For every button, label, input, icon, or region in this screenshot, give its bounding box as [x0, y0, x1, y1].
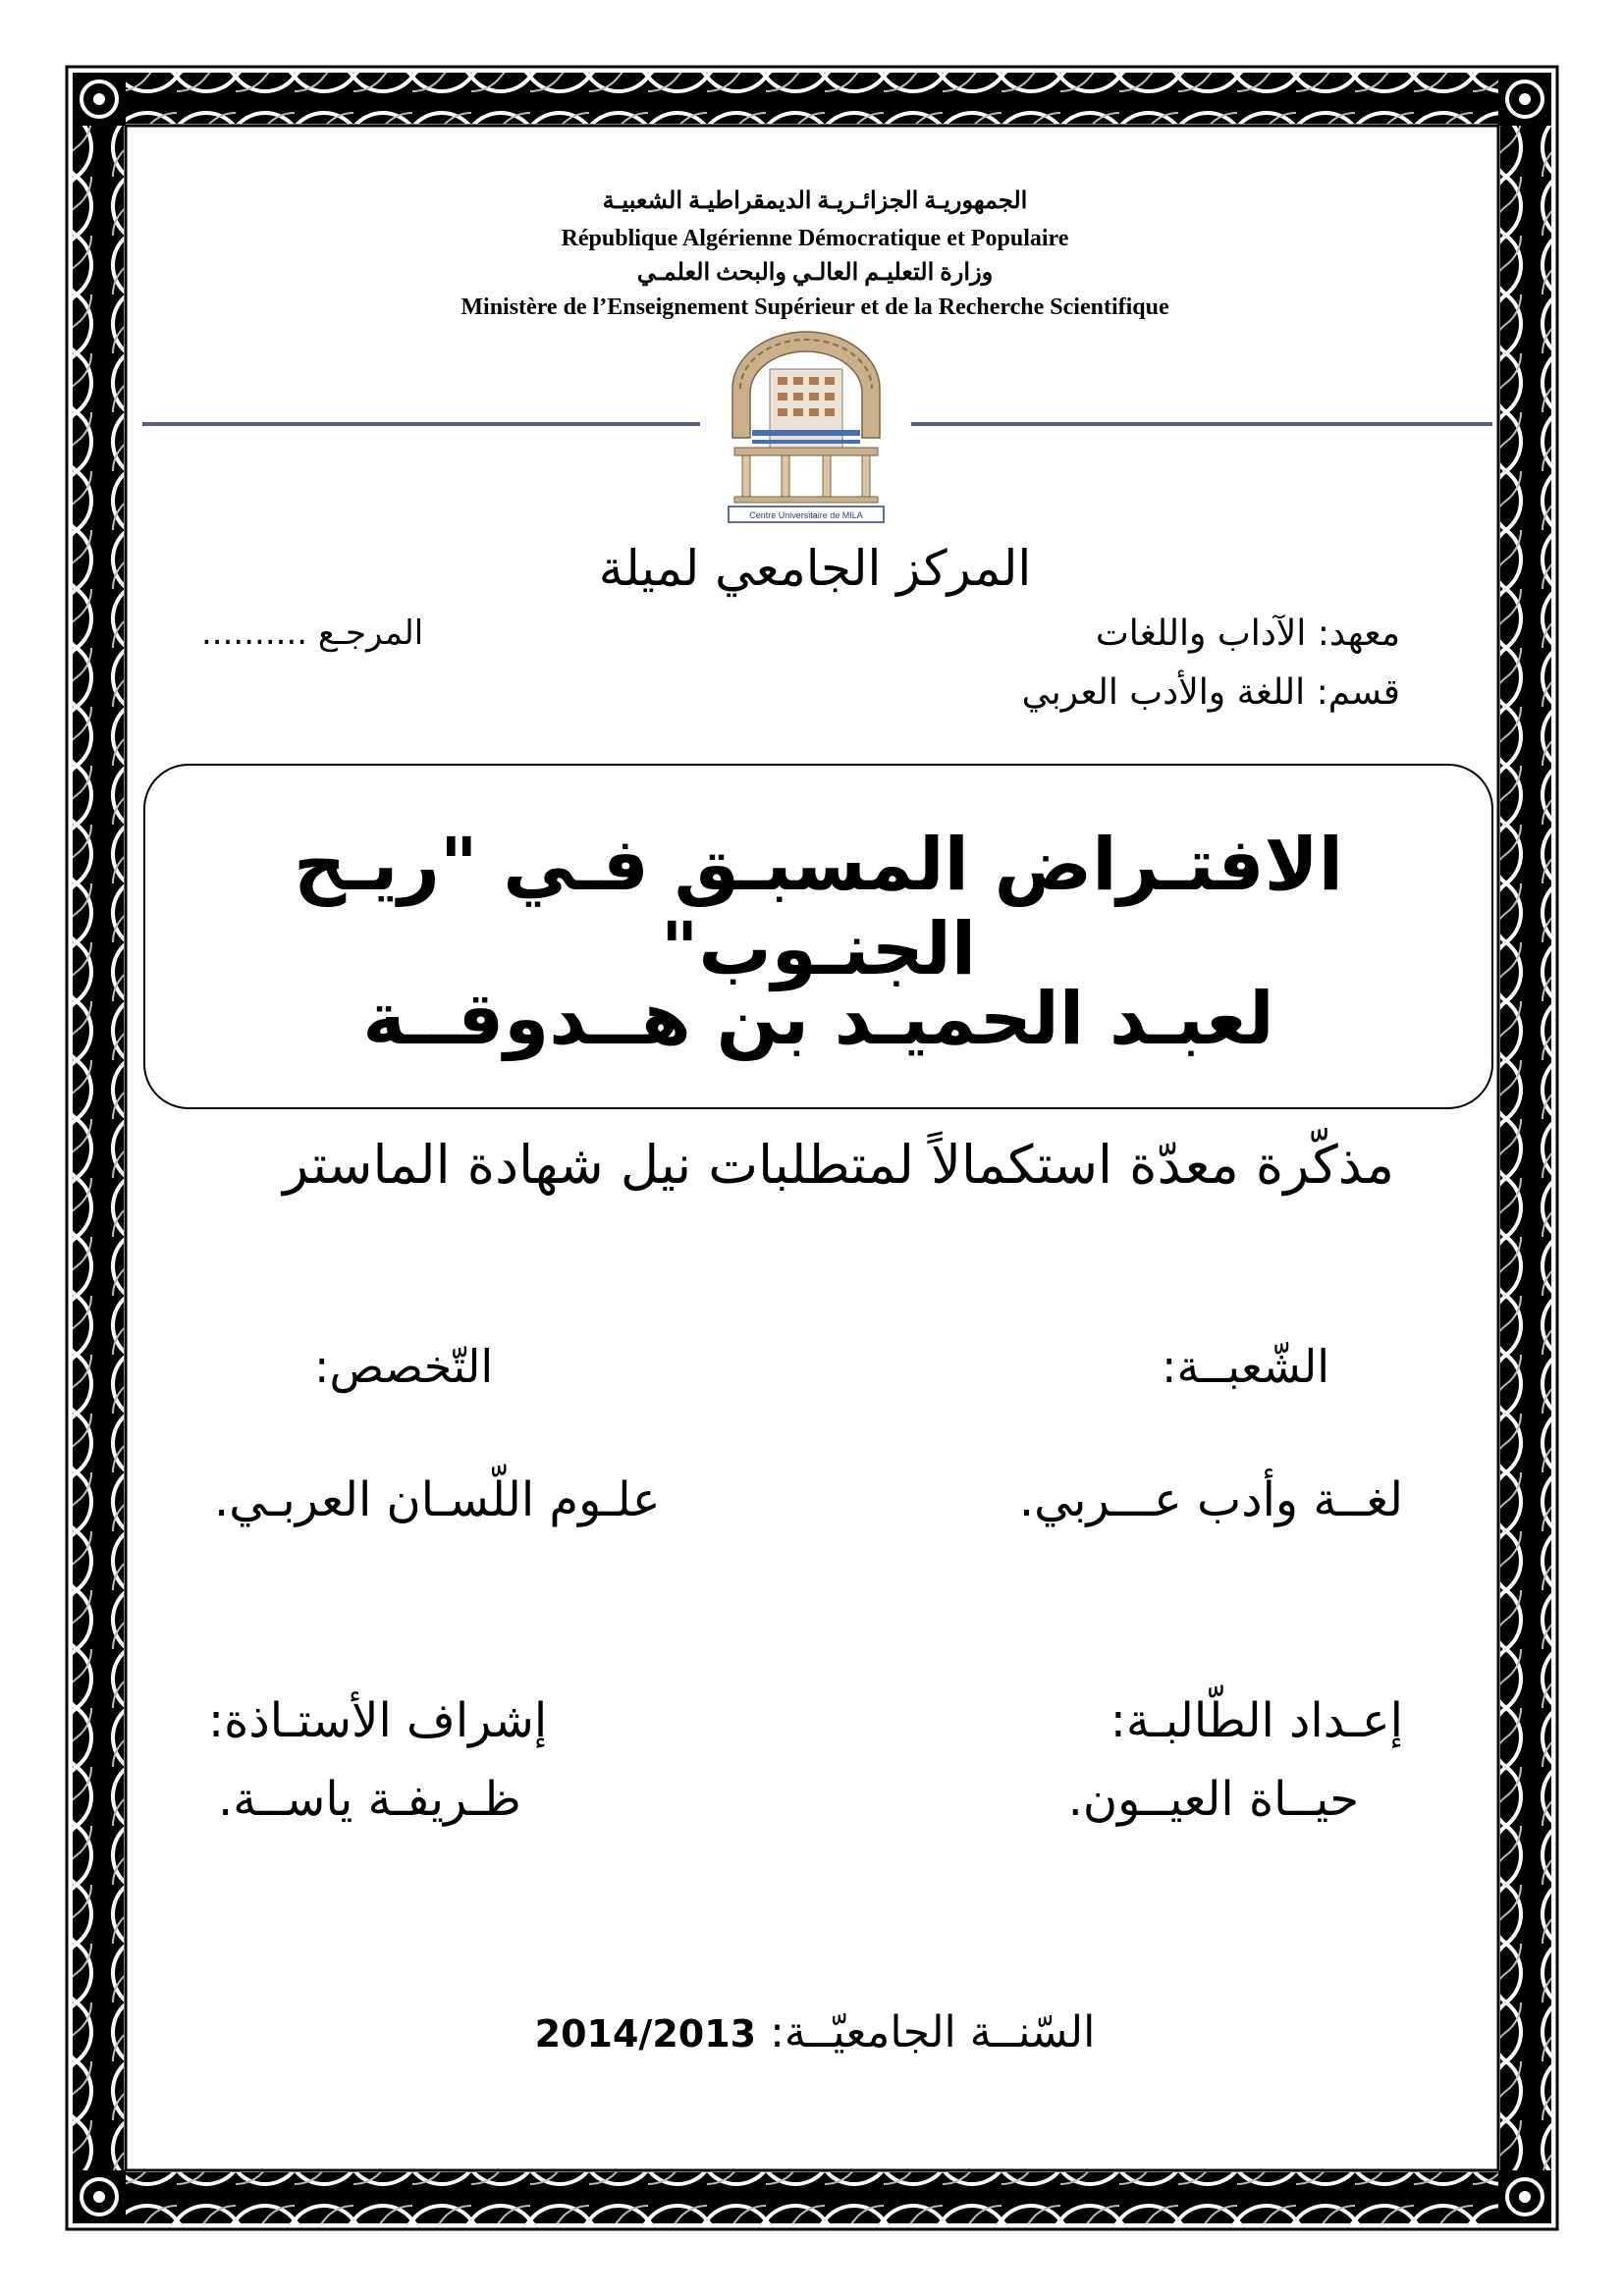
republic-french: République Algérienne Démocratique et Populaire: [561, 226, 1069, 251]
thesis-title-line-1: الافتـراض المسبـق فـي "ريـح الجنـوب": [293, 823, 1344, 991]
branch-value: لغــة وأدب عـــربي.: [1018, 1472, 1403, 1527]
department-label: قسم: اللغة والأدب العربي: [1021, 672, 1400, 713]
academic-year-row: [393, 2007, 1237, 2057]
thesis-title-line-2: لعبـد الحميـد بن هــدوقــة: [362, 977, 1274, 1061]
university-center-name: المركز الجامعي لميلة: [598, 540, 1032, 597]
academic-year-value: 2014/2013: [534, 2012, 757, 2056]
specialty-value: علـوم اللّسـان العربـي.: [214, 1472, 661, 1527]
border-right: [1500, 126, 1551, 2170]
header-divider-right: [911, 422, 1492, 426]
prepared-by-label: إعـداد الطّالبـة:: [1110, 1693, 1403, 1748]
border-top: [126, 73, 1498, 124]
institute-label: معهد: الآداب واللغات: [1095, 614, 1400, 654]
branch-label: الشّعبــة:: [1161, 1340, 1329, 1393]
supervision-label: إشراف الأستـاذة:: [208, 1693, 548, 1748]
thesis-purpose-note: مذكّرة معدّة استكمالاً لمتطلبات نيل شهادة الماستر: [283, 1134, 1394, 1196]
header-divider-left: [142, 422, 700, 426]
border-left: [73, 126, 124, 2170]
university-logo: [713, 330, 899, 526]
ministry-arabic: وزارة التعليـم العالـي والبحث العلمـي: [636, 260, 994, 286]
ministry-french: Ministère de l’Enseignement Supérieur et de la Recherche Scientifique: [460, 294, 1169, 320]
republic-arabic: الجمهوريـة الجزائـريـة الديمقراطيـة الشعبيـة: [602, 188, 1028, 214]
supervisor-name: ظـريفـة ياســة.: [218, 1772, 521, 1827]
logo-caption: Centre Universitaire de MILA: [749, 510, 863, 520]
academic-year-label: السّنــة الجامعيّــة:: [770, 2007, 1096, 2057]
student-name: حيــاة العيــون.: [1067, 1772, 1359, 1827]
border-bottom: [126, 2172, 1498, 2223]
reference-field: المرجـع ..........: [201, 614, 424, 653]
specialty-label: التّخصص:: [314, 1340, 494, 1393]
